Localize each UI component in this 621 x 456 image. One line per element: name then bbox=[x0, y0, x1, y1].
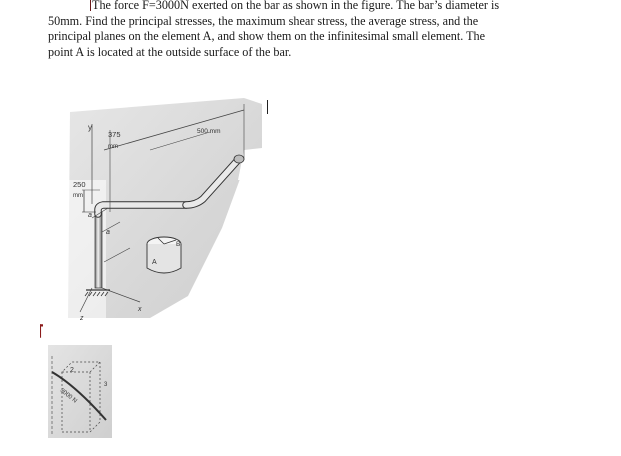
section-label-a2: a bbox=[106, 229, 110, 236]
dim-250-unit: mm bbox=[73, 193, 83, 199]
problem-line-1: The force F=3000N exerted on the bar as shown in the figure. The bar’s diameter is bbox=[92, 0, 500, 12]
inset-label-3: 3 bbox=[104, 382, 108, 388]
problem-line-4: point A is located at the outside surface of the bar. bbox=[48, 44, 292, 59]
dim-375-label: 375 bbox=[108, 130, 121, 139]
dim-500-label: 500 mm bbox=[197, 128, 221, 135]
point-label-B: B bbox=[176, 241, 181, 248]
section-label-a: a bbox=[88, 212, 92, 219]
problem-line-3: principal planes on the element A, and show them on the infinitesimal small element. The bbox=[48, 29, 486, 43]
axis-label-y: y bbox=[88, 123, 92, 132]
inset-background bbox=[48, 345, 112, 438]
dim-250-label: 250 bbox=[73, 180, 86, 189]
axis-label-x: x bbox=[138, 306, 142, 313]
inset-label-2: 2 bbox=[70, 367, 74, 374]
dim-375-unit: mm bbox=[108, 144, 118, 150]
point-label-A: A bbox=[152, 259, 157, 266]
problem-line-2: 50mm. Find the principal stresses, the maximum shear stress, the average stress, and the bbox=[48, 13, 479, 28]
inset-force-label: 3000 N bbox=[58, 387, 78, 405]
axis-label-z: z bbox=[80, 315, 84, 322]
